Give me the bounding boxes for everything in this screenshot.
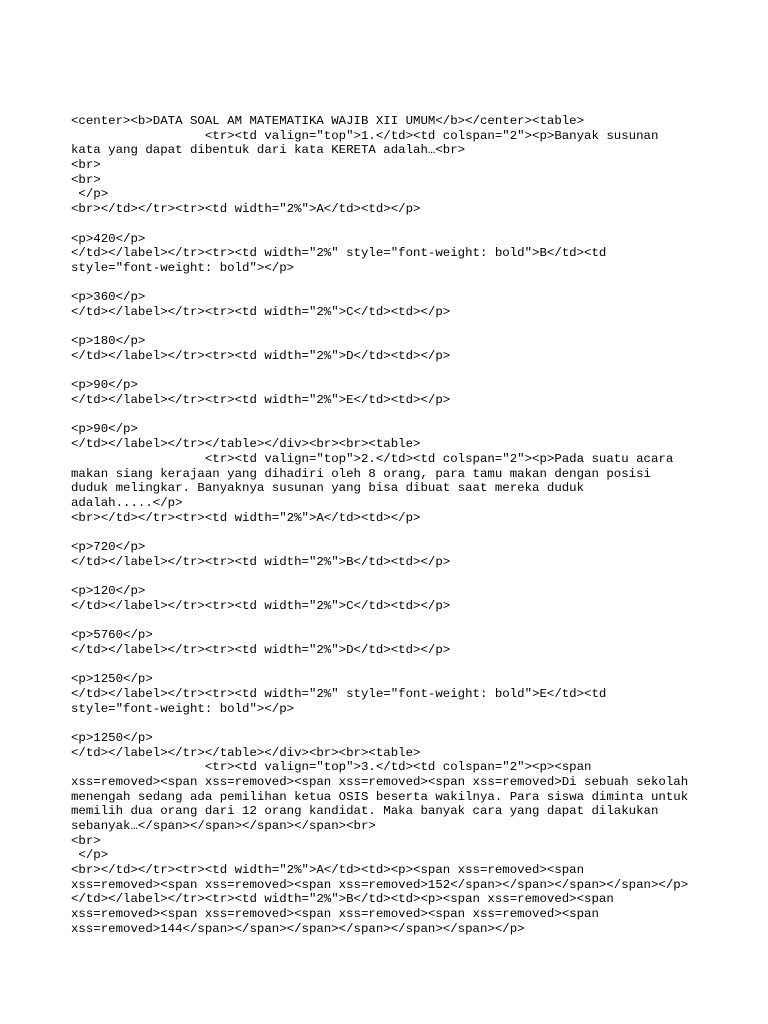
text-line: <br></td></tr><tr><td width="2%">A</td><td></p>	[71, 510, 421, 525]
document-text	[71, 114, 751, 937]
text-line: <br></td></tr><tr><td width="2%">A</td><td><p><span xss=removed><span	[71, 863, 585, 878]
text-line	[71, 320, 751, 335]
text-line: xss=removed><span xss=removed><span xss=removed><span xss=removed><span	[71, 907, 599, 922]
text-line: </td></label></tr></table></div><br><br><table>	[71, 437, 421, 452]
text-line: style="font-weight: bold"></p>	[71, 260, 295, 275]
text-line: </p>	[71, 187, 109, 202]
text-line: xss=removed><span xss=removed><span xss=removed>152</span></span></span></span></p>	[71, 877, 689, 892]
text-line: <tr><td valign="top">2.</td><td colspan="2"><p>Pada suatu acara	[71, 451, 674, 466]
text-line: <center><b>DATA SOAL AM MATEMATIKA WAJIB XII UMUM</b></center><table>	[71, 114, 585, 128]
text-line: <br>	[71, 172, 101, 187]
text-line: memilih dua orang dari 12 orang kandidat. Maka banyak cara yang dapat dilakukan	[71, 804, 659, 819]
text-line	[71, 276, 751, 291]
text-line: <br></td></tr><tr><td width="2%">A</td><td></p>	[71, 202, 421, 217]
text-line: </td></label></tr><tr><td width="2%">C</td><td></p>	[71, 304, 451, 319]
text-line: <br>	[71, 158, 101, 173]
text-line: <p>420</p>	[71, 231, 146, 246]
text-line: <p>90</p>	[71, 378, 138, 393]
text-line: </td></label></tr><tr><td width="2%">D</td><td></p>	[71, 642, 451, 657]
text-line	[71, 364, 751, 379]
text-line: style="font-weight: bold"></p>	[71, 701, 295, 716]
text-line: <p>720</p>	[71, 539, 146, 554]
text-line: makan siang kerajaan yang dihadiri oleh 8 orang, para tamu makan dengan posisi	[71, 466, 651, 481]
text-line: </td></label></tr><tr><td width="2%">B</td><td><p><span xss=removed><span	[71, 892, 614, 907]
text-line: <p>360</p>	[71, 290, 146, 305]
text-line	[71, 569, 751, 584]
text-line: </p>	[71, 848, 109, 863]
text-line	[71, 657, 751, 672]
text-line: <p>90</p>	[71, 422, 138, 437]
text-line: <tr><td valign="top">3.</td><td colspan="2"><p><span	[71, 760, 592, 775]
text-line: <p>1250</p>	[71, 730, 153, 745]
text-line: xss=removed>144</span></span></span></span></span></span></p>	[71, 921, 525, 936]
text-line: sebanyak…</span></span></span></span><br>	[71, 819, 376, 833]
text-line: adalah.....</p>	[71, 495, 183, 510]
text-line: duduk melingkar. Banyaknya susunan yang bisa dibuat saat mereka duduk	[71, 481, 585, 496]
text-line: </td></label></tr><tr><td width="2%">B</td><td></p>	[71, 554, 451, 569]
text-line: <p>5760</p>	[71, 628, 153, 643]
text-line: xss=removed><span xss=removed><span xss=removed><span xss=removed>Di sebuah sekolah	[71, 774, 689, 789]
text-line: <p>120</p>	[71, 584, 146, 598]
text-line	[71, 217, 751, 232]
text-line: </td></label></tr><tr><td width="2%">C</td><td></p>	[71, 598, 451, 613]
text-line: kata yang dapat dibentuk dari kata KERETA adalah…<br>	[71, 143, 466, 158]
text-line: <br>	[71, 833, 101, 848]
text-line: <tr><td valign="top">1.</td><td colspan="2"><p>Banyak susunan	[71, 128, 659, 143]
text-line: </td></label></tr></table></div><br><br><table>	[71, 745, 421, 760]
text-line	[71, 613, 751, 628]
text-line: </td></label></tr><tr><td width="2%" style="font-weight: bold">B</td><td	[71, 246, 607, 261]
text-line: </td></label></tr><tr><td width="2%">D</td><td></p>	[71, 349, 451, 363]
text-line: </td></label></tr><tr><td width="2%">E</td><td></p>	[71, 393, 451, 408]
text-line	[71, 525, 751, 540]
text-line	[71, 408, 751, 423]
text-line: menengah sedang ada pemilihan ketua OSIS beserta wakilnya. Para siswa diminta untuk	[71, 789, 689, 804]
text-line: </td></label></tr><tr><td width="2%" style="font-weight: bold">E</td><td	[71, 686, 607, 701]
text-line: <p>180</p>	[71, 334, 146, 349]
text-line: <p>1250</p>	[71, 672, 153, 687]
text-line	[71, 716, 751, 731]
